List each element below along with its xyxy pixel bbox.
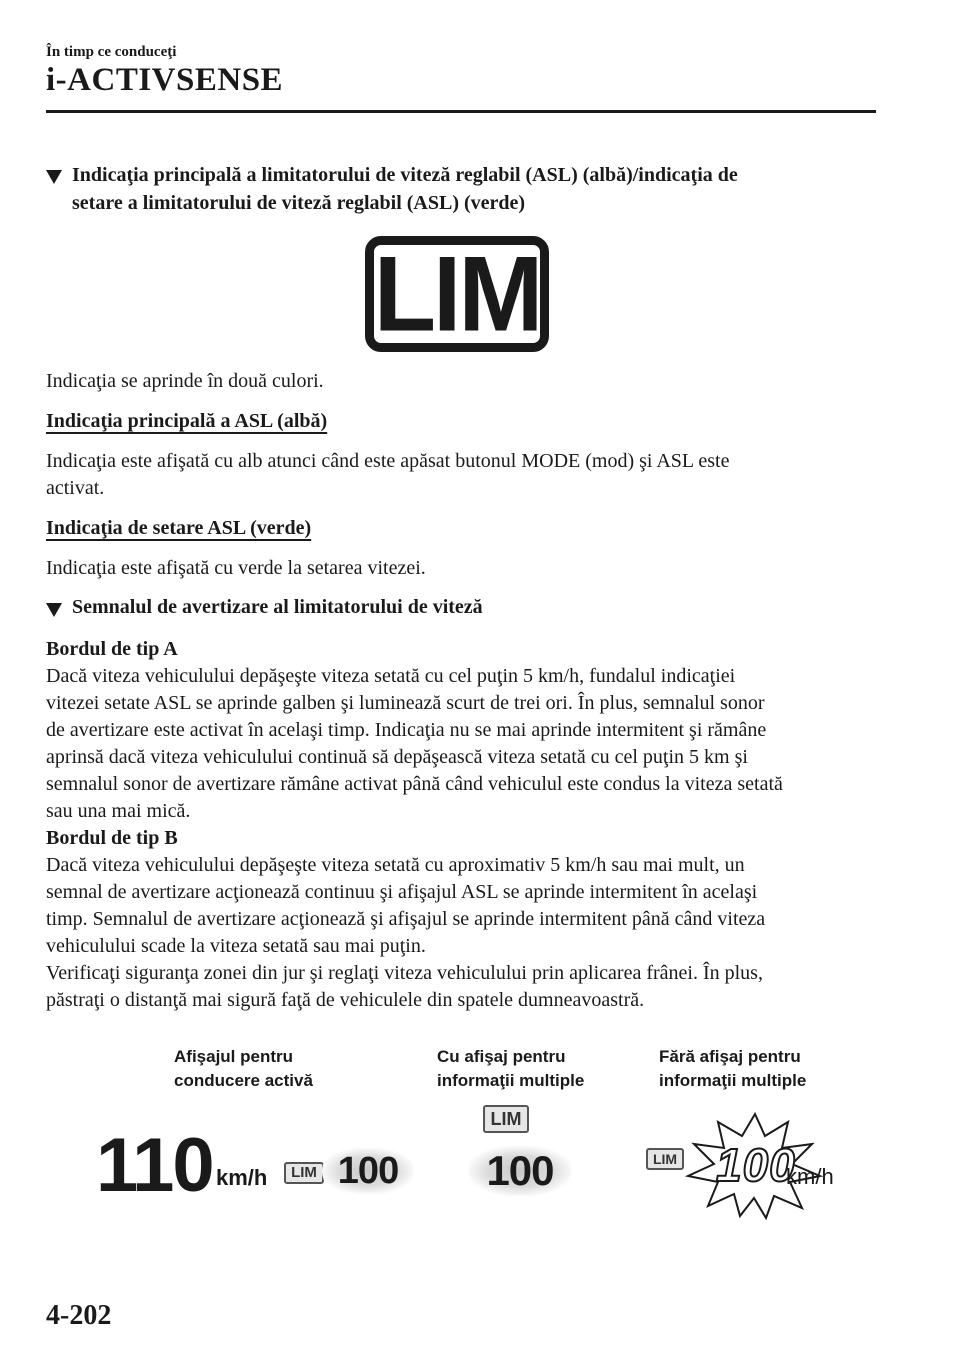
col1-label-line2: conducere activă — [174, 1071, 313, 1090]
main-indication-text-line1: Indicaţia este afişată cu alb atunci când este apăsat butonul MODE (mod) şi ASL este — [46, 450, 730, 472]
section1-heading-line2: setare a limitatorului de viteză reglabil (ASL) (verde) — [72, 192, 526, 214]
col2-label-line1: Cu afişaj pentru — [437, 1047, 566, 1066]
col1-label-line1: Afişajul pentru — [174, 1047, 294, 1066]
typeA-line: vitezei setate ASL se aprinde galben şi luminează scurt de trei ori. În plus, semnalul sonor — [46, 692, 765, 714]
typeB-line: semnal de avertizare acţionează continuu şi afişajul ASL se aprinde intermitent în acelaşi — [46, 881, 758, 903]
lim-badge: LIM — [483, 1105, 529, 1133]
current-speed-display: 110 — [96, 1123, 213, 1208]
lim-indicator-text: LIM — [373, 234, 541, 354]
typeA-line: aprinsă dacă viteza vehiculului continuă să depăşească viteza setată cu cel puţin 5 km şi — [46, 746, 748, 768]
section-title: i-ACTIVSENSE — [46, 62, 284, 98]
typeB-line: vehiculului scade la viteza setată sau mai puţin. — [46, 935, 426, 957]
set-speed-display: 100 — [716, 1139, 796, 1191]
typeB-line: timp. Semnalul de avertizare acţionează şi afişajul se aprinde intermitent până când viteza — [46, 908, 766, 930]
subheading-main-indication: Indicaţia principală a ASL (albă) — [46, 410, 328, 432]
lim-badge: LIM — [646, 1148, 684, 1170]
intro-text: Indicaţia se aprinde în două culori. — [46, 370, 324, 392]
breadcrumb: În timp ce conduceţi — [46, 44, 177, 60]
subheading-setting-indication: Indicaţia de setare ASL (verde) — [46, 517, 312, 539]
main-indication-text-line2: activat. — [46, 477, 105, 499]
col3-label-line2: informaţii multiple — [659, 1071, 807, 1090]
speed-unit-label: km/h — [216, 1165, 268, 1190]
typeA-line: Dacă viteza vehiculului depăşeşte viteza setată cu cel puţin 5 km/h, fundalul indicaţiei — [46, 665, 736, 687]
header-rule — [46, 110, 876, 113]
typeB-line: Dacă viteza vehiculului depăşeşte viteza setată cu aproximativ 5 km/h sau mai mult, un — [46, 854, 745, 876]
typeA-line: de avertizare este activat în acelaşi timp. Indicaţia nu se mai aprinde intermitent şi rămâne — [46, 719, 767, 741]
typeA-line: sau una mai mică. — [46, 800, 191, 822]
set-speed-display: 100 — [322, 1148, 414, 1194]
typeB-title: Bordul de tip B — [46, 827, 178, 849]
typeB-line: Verificaţi siguranţa zonei din jur şi reglaţi viteza vehiculului prin aplicarea frânei. În plus, — [46, 962, 763, 984]
triangle-bullet-icon — [46, 603, 62, 622]
lim-indicator-icon — [365, 236, 549, 352]
col3-label-line1: Fără afişaj pentru — [659, 1047, 801, 1066]
triangle-bullet-icon — [46, 170, 62, 189]
typeA-title: Bordul de tip A — [46, 638, 178, 660]
typeA-line: semnalul sonor de avertizare rămâne activat până când vehiculul este condus la viteza setată — [46, 773, 783, 795]
speed-unit-label: km/h — [786, 1164, 834, 1189]
section1-heading-line1: Indicaţia principală a limitatorului de viteză reglabil (ASL) (albă)/indicaţia de — [72, 164, 738, 186]
page-number: 4-202 — [46, 1300, 112, 1331]
lim-badge: LIM — [284, 1162, 324, 1184]
typeB-line: păstraţi o distanţă mai sigură faţă de vehiculele din spatele dumneavoastră. — [46, 989, 645, 1011]
setting-indication-text: Indicaţia este afişată cu verde la setarea vitezei. — [46, 557, 426, 579]
col2-label-line2: informaţii multiple — [437, 1071, 585, 1090]
section2-heading: Semnalul de avertizare al limitatorului de viteză — [72, 596, 483, 618]
set-speed-display: 100 — [468, 1146, 572, 1196]
